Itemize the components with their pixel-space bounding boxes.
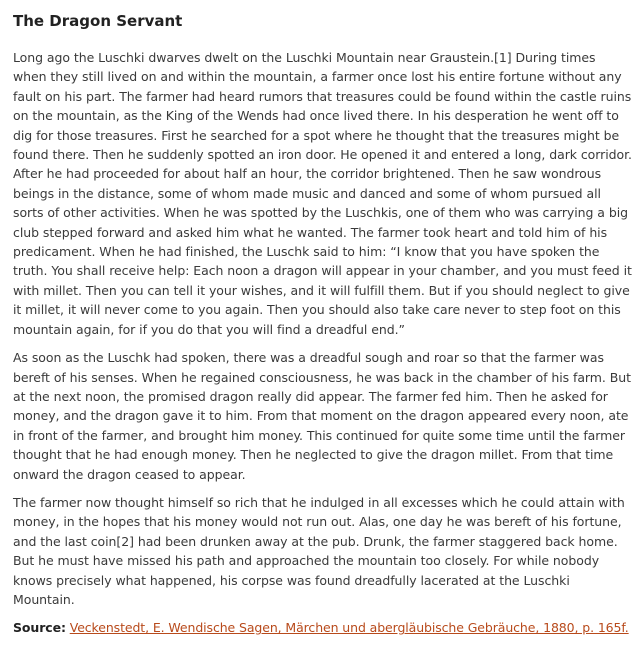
article-paragraph-1: Long ago the Luschki dwarves dwelt on the Luschki Mountain near Graustein.[1] During times when they still lived on and within the mountain, a farmer once lost his entire fortune without any fault on his part. The farmer had heard rumors that treasures could be found within the castle ruins on the mountain, as the King of the Wends had once lived there. In his desperation he went off to dig for those treasures. First he searched for a spot where he thought that the treasures might be found there. Then he suddenly spotted an iron door. He opened it and entered a long, dark corridor. After he had proceeded for about half an hour, the corridor brightened. Then he saw wondrous beings in the distance, some of whom made music and danced and some of whom pursued all sorts of other activities. When he was spotted by the Luschkis, one of them who was carrying a big club stepped forward and asked him what he wanted. The farmer took heart and told him of his predicament. When he had finished, the Luschk said to him: “I know that you have spoken the truth. You shall receive help: Each noon a dragon will appear in your chamber, and you must feed it with millet. Then you can tell it your wishes, and it will fulfill them. But if you should neglect to give it millet, it will never come to you again. Then you should also take care never to step foot on this mountain again, for if you do that you will find a dreadful end.” bbox=[13, 50, 632, 337]
source-line bbox=[13, 618, 632, 637]
article-title: The Dragon Servant bbox=[13, 12, 183, 30]
source-label: Source: bbox=[13, 620, 66, 636]
article-paragraph-2: As soon as the Luschk had spoken, there was a dreadful sough and roar so that the farmer was bereft of his senses. When he regained consciousness, he was back in the chamber of his farm. But at the next noon, the promised dragon really did appear. The farmer fed him. Then he asked for money, and the dragon gave it to him. From that moment on the dragon appeared every noon, ate in front of the farmer, and brought him money. This continued for quite some time until the farmer thought that he had enough money. Then he neglected to give the dragon millet. From that time onward the dragon ceased to appear. bbox=[13, 350, 631, 482]
source-link[interactable]: Veckenstedt, E. Wendische Sagen, Märchen und abergläubische Gebräuche, 1880, p. 165f. bbox=[69, 620, 629, 636]
article-paragraph-3: The farmer now thought himself so rich that he indulged in all excesses which he could attain with money, in the hopes that his money would not run out. Alas, one day he was bereft of his fortune, and the last coin[2] had been drunken away at the pub. Drunk, the farmer staggered back home. But he must have missed his path and approached the mountain too closely. For while nobody knows precisely what happened, his corpse was found dreadfully lacerated at the Luschki Mountain. bbox=[13, 494, 625, 607]
